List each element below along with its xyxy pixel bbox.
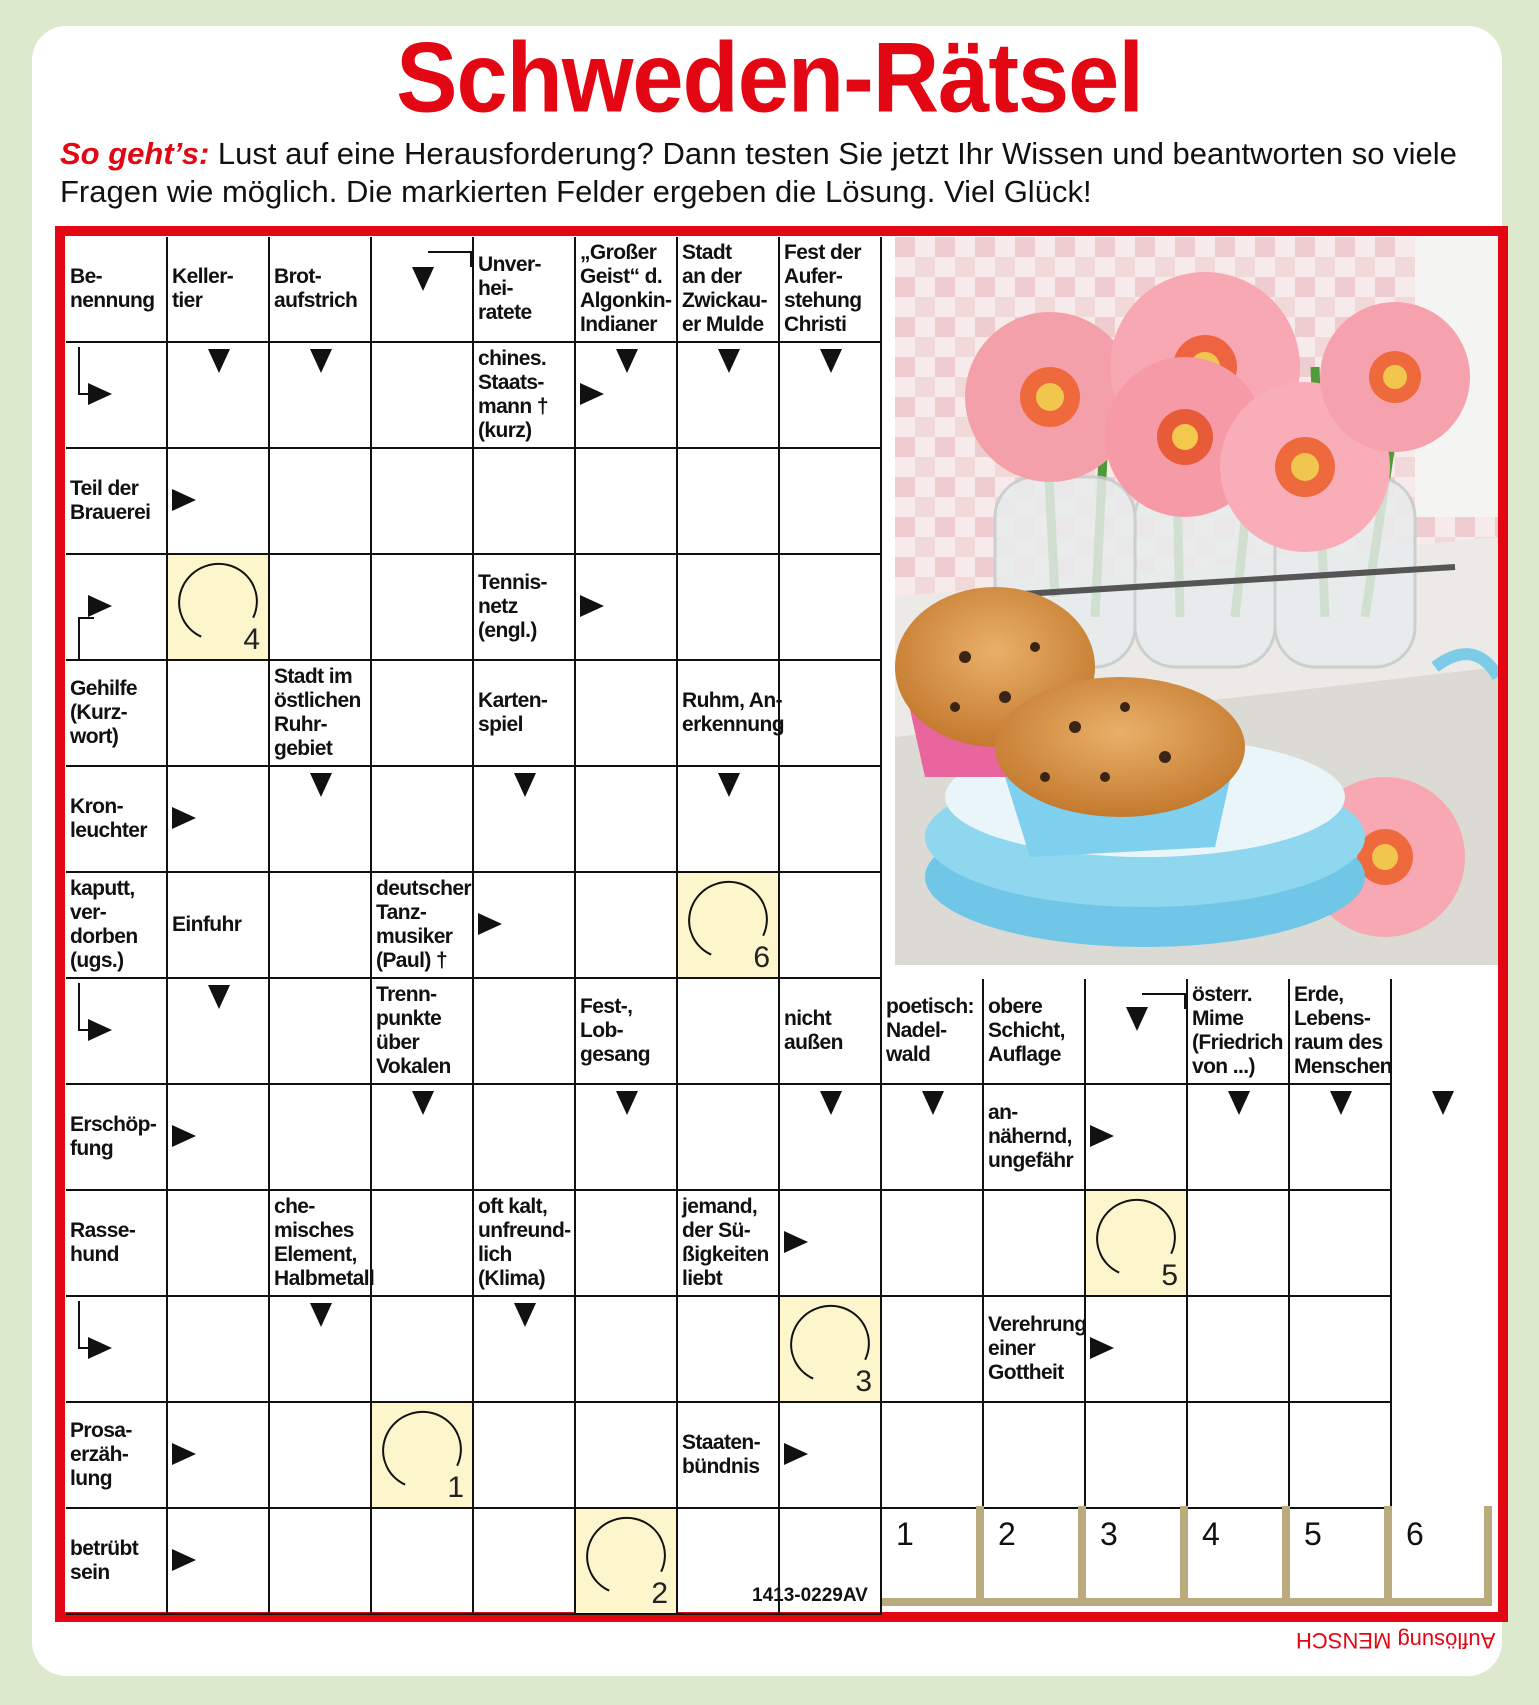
arrow-down-icon [1126, 1007, 1148, 1031]
arrow-down-icon [820, 349, 842, 373]
clue-text: Fest der Aufer- stehung Christi [784, 241, 862, 336]
clue-cell [270, 237, 372, 343]
answer-cell[interactable] [372, 1509, 474, 1615]
arrow-down-icon [1330, 1091, 1352, 1115]
arrow-right-icon [1090, 1125, 1114, 1147]
clue-text: chines. Staats- mann † (kurz) [478, 347, 548, 442]
clue-text: betrübt sein [70, 1537, 139, 1584]
clue-text: obere Schicht, Auflage [988, 995, 1065, 1066]
clue-text: kaputt, ver- dorben (ugs.) [70, 877, 138, 972]
arrow-down-icon [616, 1091, 638, 1115]
arrow-right-icon [784, 1231, 808, 1253]
answer-cell[interactable] [780, 449, 882, 555]
arrow-right-icon [172, 1549, 196, 1571]
marked-answer-cell[interactable] [678, 873, 780, 979]
hook-arrow-icon [78, 617, 94, 659]
arrow-down-icon [310, 773, 332, 797]
clue-cell [984, 979, 1086, 1085]
answer-cell[interactable] [168, 1191, 270, 1297]
clue-text: poetisch: Nadel- wald [886, 995, 974, 1066]
marked-answer-cell[interactable] [1086, 1191, 1188, 1297]
clue-cell [270, 1191, 375, 1297]
solution-box[interactable] [1188, 1506, 1290, 1606]
arrow-right-icon [580, 595, 604, 617]
answer-cell[interactable] [678, 1085, 780, 1191]
hook-arrow-icon [78, 983, 94, 1031]
clue-cell [474, 661, 576, 767]
clue-text: „Großer Geist“ d. Algonkin- Indianer [580, 241, 672, 336]
answer-cell[interactable] [780, 767, 882, 873]
clue-cell [780, 237, 882, 343]
clue-text: Tennis- netz (engl.) [478, 571, 547, 642]
clue-cell [66, 767, 168, 873]
clue-cell [372, 873, 474, 979]
clue-cell [66, 873, 168, 979]
answer-cell[interactable] [270, 1085, 372, 1191]
clue-text: Fest-, Lob- gesang [580, 995, 650, 1066]
clue-cell [678, 237, 780, 343]
arrow-down-icon [922, 1091, 944, 1115]
answer-cell[interactable] [576, 1297, 678, 1403]
clue-cell [66, 237, 168, 343]
clue-cell [678, 1191, 780, 1297]
solution-index: 2 [651, 1577, 668, 1610]
marked-answer-cell[interactable] [780, 1297, 882, 1403]
clue-text: Gehilfe (Kurz- wort) [70, 677, 137, 748]
clue-text: Stadt im östlichen Ruhr- gebiet [274, 665, 361, 760]
instructions [60, 135, 1500, 211]
clue-text: Teil der Brauerei [70, 477, 151, 524]
answer-cell[interactable] [168, 1297, 270, 1403]
clue-text: Trenn- punkte über Vokalen [376, 983, 451, 1078]
answer-cell[interactable] [780, 661, 882, 767]
arrow-down-icon [1228, 1091, 1250, 1115]
hook-arrow-icon [78, 347, 94, 395]
clue-cell [576, 979, 678, 1085]
clue-cell [168, 873, 270, 979]
marked-answer-cell[interactable] [576, 1509, 678, 1615]
arrow-down-icon [310, 349, 332, 373]
answer-cell[interactable] [882, 1403, 984, 1509]
answer-cell[interactable] [372, 1297, 474, 1403]
hook-arrow-icon [78, 1301, 94, 1349]
clue-cell [678, 661, 784, 767]
clue-cell [678, 1403, 780, 1509]
clue-cell [66, 1085, 168, 1191]
clue-cell [474, 237, 576, 343]
solution-box[interactable] [1086, 1506, 1188, 1606]
answer-cell[interactable] [576, 1403, 678, 1509]
arrow-right-icon [172, 807, 196, 829]
clue-cell [984, 1297, 1086, 1403]
answer-cell[interactable] [678, 555, 780, 661]
answer-cell[interactable] [780, 873, 882, 979]
clue-text: Staaten- bündnis [682, 1431, 761, 1478]
gerbera-muffin-photo [895, 237, 1498, 965]
answer-cell[interactable] [678, 1297, 780, 1403]
arrow-down-icon [208, 349, 230, 373]
clue-cell [270, 661, 372, 767]
clue-text: Prosa- erzäh- lung [70, 1419, 132, 1490]
arrow-down-icon [1432, 1091, 1454, 1115]
answer-cell[interactable] [1290, 1191, 1392, 1297]
solution-index: 1 [447, 1471, 464, 1504]
clue-cell [576, 237, 678, 343]
clue-text: Karten- spiel [478, 689, 548, 736]
arrow-down-icon [514, 773, 536, 797]
solution-index: 4 [243, 623, 260, 656]
clue-cell [66, 1509, 168, 1615]
arrow-down-icon [514, 1303, 536, 1327]
answer-cell[interactable] [1290, 1403, 1392, 1509]
answer-cell[interactable] [372, 343, 474, 449]
hook-arrow-icon [428, 251, 472, 267]
answer-cell[interactable] [372, 1191, 474, 1297]
solution-box-number: 6 [1406, 1516, 1424, 1552]
clue-cell [1290, 979, 1392, 1085]
arrow-right-icon [478, 913, 502, 935]
clue-cell [984, 1085, 1086, 1191]
instructions-text: Lust auf eine Herausforderung? Dann testen Sie jetzt Ihr Wissen und beantworten so viele Fragen wie möglich. Die markierten Felder ergeben die Lösung. Viel Glück! [60, 136, 1457, 209]
clue-cell [882, 979, 984, 1085]
clue-text: österr. Mime (Friedrich von ...) [1192, 983, 1283, 1078]
clue-text: jemand, der Sü- ßigkeiten liebt [682, 1195, 769, 1290]
clue-text: Ruhm, An- erkennung [682, 689, 784, 736]
answer-cell[interactable] [1086, 1403, 1188, 1509]
clue-text: Erde, Lebens- raum des Menschen [1294, 983, 1392, 1078]
clue-cell [66, 1403, 168, 1509]
answer-cell[interactable] [576, 1191, 678, 1297]
arrow-right-icon [172, 1443, 196, 1465]
arrow-down-icon [412, 1091, 434, 1115]
answer-cell[interactable] [372, 555, 474, 661]
answer-cell[interactable] [474, 449, 576, 555]
clue-text: Einfuhr [172, 913, 242, 936]
answer-cell[interactable] [270, 873, 372, 979]
clue-text: nicht außen [784, 1007, 843, 1054]
clue-cell [66, 1191, 168, 1297]
clue-cell [372, 979, 474, 1085]
hook-arrow-icon [1142, 993, 1186, 1009]
answer-cell[interactable] [168, 661, 270, 767]
solution-index: 3 [855, 1365, 872, 1398]
answer-cell[interactable] [270, 979, 372, 1085]
arrow-right-icon [580, 383, 604, 405]
answer-cell[interactable] [474, 1085, 576, 1191]
solution-box-number: 4 [1202, 1516, 1220, 1552]
answer-cell[interactable] [270, 449, 372, 555]
clue-text: Stadt an der Zwickau- er Mulde [682, 241, 768, 336]
answer-cell[interactable] [678, 979, 780, 1085]
answer-cell[interactable] [1188, 1403, 1290, 1509]
arrow-right-icon [172, 1125, 196, 1147]
clue-text: Kron- leuchter [70, 795, 147, 842]
answer-cell[interactable] [984, 1403, 1086, 1509]
clue-cell [66, 449, 168, 555]
arrow-down-icon [208, 985, 230, 1009]
answer-cell[interactable] [882, 1191, 984, 1297]
arrow-down-icon [820, 1091, 842, 1115]
answer-cell[interactable] [474, 1509, 576, 1615]
arrow-right-icon [88, 595, 112, 617]
solution-box-number: 3 [1100, 1516, 1118, 1552]
arrow-down-icon [718, 773, 740, 797]
answer-cell[interactable] [576, 767, 678, 873]
answer-cell[interactable] [372, 449, 474, 555]
answer-cell[interactable] [1290, 1297, 1392, 1403]
solution-index: 6 [753, 941, 770, 974]
answer-cell[interactable] [780, 555, 882, 661]
clue-text: Keller- tier [172, 265, 234, 312]
clue-cell [66, 661, 168, 767]
clue-cell [780, 979, 882, 1085]
answer-cell[interactable] [372, 661, 474, 767]
solution-index: 5 [1161, 1259, 1178, 1292]
clue-text: che- misches Element, Halbmetall [274, 1195, 375, 1290]
page-title: Schweden-Rätsel [396, 22, 1143, 134]
solution-credit: Auflösung MENSCH [1296, 1628, 1496, 1653]
answer-cell[interactable] [474, 979, 576, 1085]
answer-cell[interactable] [270, 1509, 372, 1615]
answer-cell[interactable] [1188, 1191, 1290, 1297]
solution-box-number: 5 [1304, 1516, 1322, 1552]
arrow-down-icon [616, 349, 638, 373]
clue-text: oft kalt, unfreund- lich (Klima) [478, 1195, 571, 1290]
clue-text: Be- nennung [70, 265, 155, 312]
arrow-right-icon [172, 489, 196, 511]
clue-cell [474, 1191, 576, 1297]
clue-text: Erschöp- fung [70, 1113, 157, 1160]
solution-box[interactable] [984, 1506, 1086, 1606]
arrow-down-icon [412, 267, 434, 291]
answer-cell[interactable] [270, 555, 372, 661]
answer-cell[interactable] [576, 661, 678, 767]
answer-cell[interactable] [576, 873, 678, 979]
solution-box[interactable] [1392, 1506, 1492, 1606]
answer-cell[interactable] [678, 449, 780, 555]
clue-text: deutscher Tanz- musiker (Paul) † [376, 877, 471, 972]
clue-cell [1188, 979, 1290, 1085]
clue-text: an- nähernd, ungefähr [988, 1101, 1074, 1172]
clue-text: Rasse- hund [70, 1219, 136, 1266]
arrow-right-icon [1090, 1337, 1114, 1359]
answer-cell[interactable] [984, 1191, 1086, 1297]
answer-cell[interactable] [576, 449, 678, 555]
clue-text: Brot- aufstrich [274, 265, 358, 312]
answer-cell[interactable] [882, 1297, 984, 1403]
arrow-down-icon [718, 349, 740, 373]
solution-box-number: 1 [896, 1516, 914, 1552]
solution-box-number: 2 [998, 1516, 1016, 1552]
arrow-right-icon [784, 1443, 808, 1465]
solution-box[interactable] [882, 1506, 984, 1606]
clue-cell [474, 343, 576, 449]
answer-cell[interactable] [372, 767, 474, 873]
marked-answer-cell[interactable] [372, 1403, 474, 1509]
solution-box[interactable] [1290, 1506, 1392, 1606]
clue-cell [168, 237, 270, 343]
clue-cell [474, 555, 576, 661]
instructions-lead: So geht’s: [60, 136, 210, 171]
answer-cell[interactable] [1188, 1297, 1290, 1403]
clue-text: Unver- hei- ratete [478, 253, 541, 324]
answer-cell[interactable] [270, 1403, 372, 1509]
marked-answer-cell[interactable] [168, 555, 270, 661]
clue-text: Verehrung einer Gottheit [988, 1313, 1087, 1384]
answer-cell[interactable] [474, 1403, 576, 1509]
arrow-down-icon [310, 1303, 332, 1327]
puzzle-code: 1413-0229AV [752, 1585, 868, 1606]
